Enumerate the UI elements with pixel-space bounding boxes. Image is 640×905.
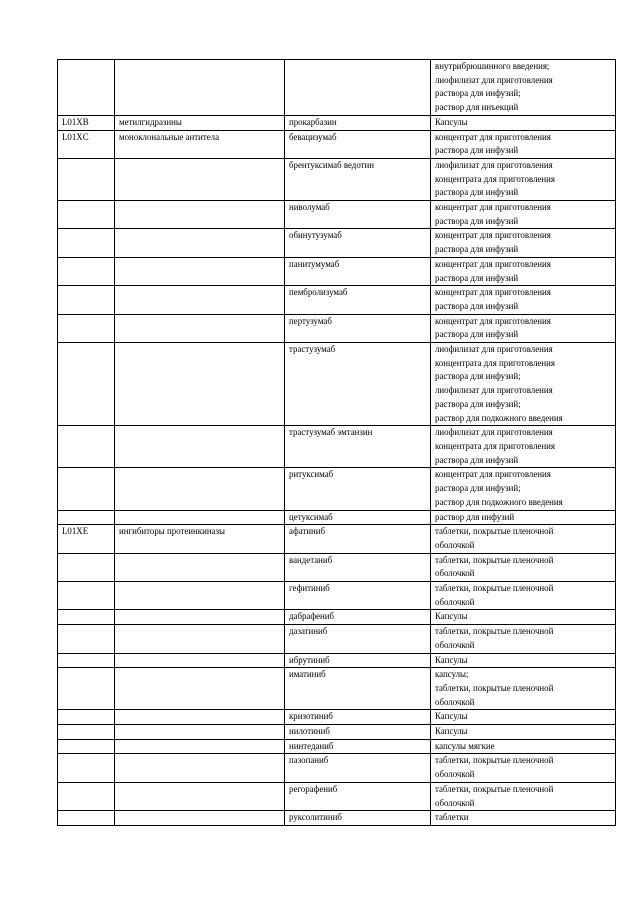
group-cell: моноклональные антитела (115, 130, 285, 158)
group-cell (115, 286, 285, 314)
table-row (58, 468, 616, 510)
dosage-form-cell: Капсулы (431, 610, 616, 625)
atc-code-cell (58, 553, 115, 581)
drug-name-cell: пембролизумаб (285, 286, 431, 314)
drug-name-cell: трастузумаб эмтанзин (285, 426, 431, 468)
drug-name-cell: ибрутиниб (285, 653, 431, 668)
table-row (58, 158, 616, 200)
atc-code-cell (58, 343, 115, 426)
drug-name-cell: дазатиниб (285, 625, 431, 653)
table-row (58, 60, 616, 116)
group-cell (115, 314, 285, 342)
drug-name-cell: обинутузумаб (285, 229, 431, 257)
group-cell (115, 582, 285, 610)
table-row (58, 130, 616, 158)
table-row (58, 553, 616, 581)
table-row (58, 625, 616, 653)
table-row (58, 201, 616, 229)
group-cell: ингибиторы протеинкиназы (115, 525, 285, 553)
table-row (58, 653, 616, 668)
atc-code-cell (58, 710, 115, 725)
drug-name-cell: гефитиниб (285, 582, 431, 610)
table-row (58, 115, 616, 130)
atc-code-cell (58, 229, 115, 257)
atc-code-cell (58, 201, 115, 229)
group-cell: метилгидразины (115, 115, 285, 130)
drug-table-body (58, 60, 616, 826)
group-cell (115, 60, 285, 116)
dosage-form-cell: внутрибрюшинного введения; лиофилизат для приготовления раствора для инфузий; раствор для инъекций (431, 60, 616, 116)
dosage-form-cell: таблетки, покрытые пленочной оболочкой (431, 754, 616, 782)
dosage-form-cell: таблетки, покрытые пленочной оболочкой (431, 582, 616, 610)
atc-code-cell (58, 314, 115, 342)
dosage-form-cell: таблетки, покрытые пленочной оболочкой (431, 553, 616, 581)
group-cell (115, 739, 285, 754)
atc-code-cell (58, 725, 115, 740)
dosage-form-cell: концентрат для приготовления раствора для инфузий (431, 130, 616, 158)
table-row (58, 782, 616, 810)
group-cell (115, 158, 285, 200)
drug-name-cell: кризотиниб (285, 710, 431, 725)
drug-name-cell: прокарбазин (285, 115, 431, 130)
dosage-form-cell: капсулы мягкие (431, 739, 616, 754)
table-row (58, 314, 616, 342)
table-row (58, 811, 616, 826)
atc-code-cell (58, 668, 115, 710)
atc-code-cell (58, 610, 115, 625)
group-cell (115, 343, 285, 426)
atc-code-cell (58, 582, 115, 610)
dosage-form-cell: таблетки (431, 811, 616, 826)
atc-code-cell (58, 811, 115, 826)
atc-code-cell (58, 158, 115, 200)
drug-name-cell: афатиниб (285, 525, 431, 553)
drug-name-cell (285, 60, 431, 116)
atc-code-cell (58, 739, 115, 754)
group-cell (115, 710, 285, 725)
group-cell (115, 653, 285, 668)
atc-code-cell: L01XB (58, 115, 115, 130)
dosage-form-cell: концентрат для приготовления раствора для инфузий; раствор для подкожного введения (431, 468, 616, 510)
table-row (58, 286, 616, 314)
table-row (58, 725, 616, 740)
group-cell (115, 510, 285, 525)
drug-name-cell: иматиниб (285, 668, 431, 710)
table-row (58, 582, 616, 610)
dosage-form-cell: Капсулы (431, 653, 616, 668)
group-cell (115, 553, 285, 581)
table-row (58, 229, 616, 257)
dosage-form-cell: Капсулы (431, 710, 616, 725)
dosage-form-cell: раствор для инфузий (431, 510, 616, 525)
group-cell (115, 201, 285, 229)
table-row (58, 754, 616, 782)
drug-name-cell: брентуксимаб ведотин (285, 158, 431, 200)
group-cell (115, 229, 285, 257)
dosage-form-cell: таблетки, покрытые пленочной оболочкой (431, 525, 616, 553)
table-row (58, 510, 616, 525)
group-cell (115, 468, 285, 510)
atc-code-cell: L01XE (58, 525, 115, 553)
group-cell (115, 257, 285, 285)
dosage-form-cell: таблетки, покрытые пленочной оболочкой (431, 782, 616, 810)
drug-name-cell: трастузумаб (285, 343, 431, 426)
atc-code-cell: L01XC (58, 130, 115, 158)
group-cell (115, 811, 285, 826)
group-cell (115, 668, 285, 710)
atc-code-cell (58, 625, 115, 653)
dosage-form-cell: концентрат для приготовления раствора для инфузий (431, 286, 616, 314)
table-row (58, 668, 616, 710)
drug-name-cell: дабрафениб (285, 610, 431, 625)
table-row (58, 525, 616, 553)
drug-name-cell: регорафениб (285, 782, 431, 810)
group-cell (115, 625, 285, 653)
drug-name-cell: вандетаниб (285, 553, 431, 581)
dosage-form-cell: концентрат для приготовления раствора для инфузий (431, 257, 616, 285)
drug-name-cell: ниволумаб (285, 201, 431, 229)
table-row (58, 257, 616, 285)
drug-name-cell: пазопаниб (285, 754, 431, 782)
atc-code-cell (58, 60, 115, 116)
drug-name-cell: бевацизумаб (285, 130, 431, 158)
dosage-form-cell: таблетки, покрытые пленочной оболочкой (431, 625, 616, 653)
table-row (58, 610, 616, 625)
group-cell (115, 782, 285, 810)
drug-table (57, 59, 616, 826)
group-cell (115, 725, 285, 740)
dosage-form-cell: концентрат для приготовления раствора для инфузий (431, 229, 616, 257)
drug-name-cell: пертузумаб (285, 314, 431, 342)
dosage-form-cell: лиофилизат для приготовления концентрата для приготовления раствора для инфузий (431, 426, 616, 468)
dosage-form-cell: концентрат для приготовления раствора для инфузий (431, 201, 616, 229)
drug-name-cell: нинтеданиб (285, 739, 431, 754)
drug-name-cell: руксолитиниб (285, 811, 431, 826)
dosage-form-cell: Капсулы (431, 725, 616, 740)
drug-name-cell: панитумумаб (285, 257, 431, 285)
atc-code-cell (58, 782, 115, 810)
dosage-form-cell: лиофилизат для приготовления концентрата для приготовления раствора для инфузий; лиофилизат для приготовления раствора для инфузий; раствор для подкожного введения (431, 343, 616, 426)
table-row (58, 739, 616, 754)
dosage-form-cell: капсулы; таблетки, покрытые пленочной оболочкой (431, 668, 616, 710)
dosage-form-cell: Капсулы (431, 115, 616, 130)
dosage-form-cell: концентрат для приготовления раствора для инфузий (431, 314, 616, 342)
atc-code-cell (58, 754, 115, 782)
atc-code-cell (58, 468, 115, 510)
table-row (58, 710, 616, 725)
dosage-form-cell: лиофилизат для приготовления концентрата для приготовления раствора для инфузий (431, 158, 616, 200)
drug-name-cell: цетуксимаб (285, 510, 431, 525)
group-cell (115, 754, 285, 782)
atc-code-cell (58, 510, 115, 525)
atc-code-cell (58, 653, 115, 668)
group-cell (115, 610, 285, 625)
atc-code-cell (58, 286, 115, 314)
group-cell (115, 426, 285, 468)
table-row (58, 343, 616, 426)
atc-code-cell (58, 426, 115, 468)
drug-name-cell: ритуксимаб (285, 468, 431, 510)
table-row (58, 426, 616, 468)
atc-code-cell (58, 257, 115, 285)
drug-name-cell: нилотиниб (285, 725, 431, 740)
